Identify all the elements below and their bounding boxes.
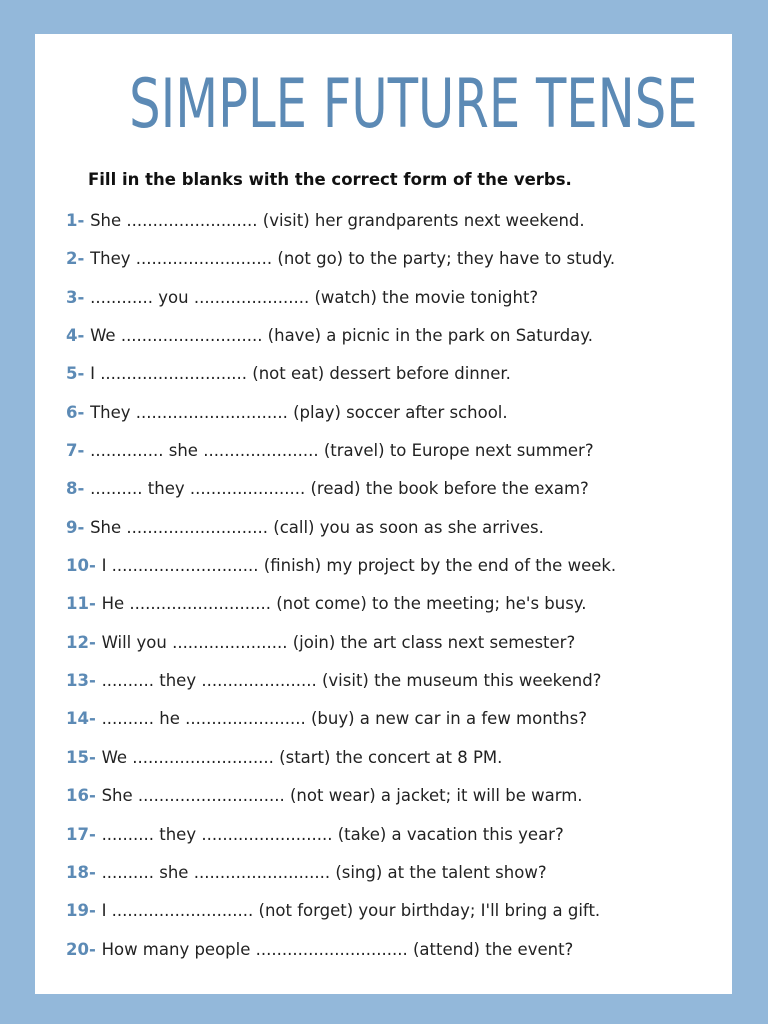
exercise-text: .......... they ...................... (read) the book before the exam? — [90, 479, 589, 499]
exercise-number: 15- — [66, 747, 102, 767]
exercise-text: She ........................... (call) you as soon as she arrives. — [90, 517, 544, 537]
exercise-number: 20- — [66, 939, 102, 959]
exercise-number: 8- — [66, 479, 91, 499]
exercise-text: They .......................... (not go) to the party; they have to study. — [90, 249, 616, 269]
exercise-text: They ............................. (play) soccer after school. — [90, 402, 508, 422]
exercise-text: How many people ............................. (attend) the event? — [101, 939, 574, 959]
exercise-number: 11- — [66, 594, 102, 614]
exercise-number: 3- — [66, 287, 91, 307]
exercise-item — [66, 436, 616, 474]
exercise-text: We ........................... (have) a picnic in the park on Saturday. — [90, 326, 593, 346]
exercise-item — [66, 666, 616, 704]
exercise-item — [66, 283, 616, 321]
exercise-item — [66, 781, 616, 819]
exercise-number: 1- — [66, 211, 91, 230]
exercise-item — [66, 321, 616, 359]
exercise-item — [66, 359, 616, 397]
exercise-item — [66, 244, 616, 282]
exercise-item — [66, 628, 616, 666]
exercise-text: We ........................... (start) the concert at 8 PM. — [101, 747, 503, 767]
exercise-text: .............. she ...................... (travel) to Europe next summer? — [90, 441, 594, 461]
exercise-text: I ........................... (not forget) your birthday; I'll bring a gift. — [101, 901, 601, 921]
exercise-item — [66, 589, 616, 627]
exercise-number: 9- — [66, 517, 91, 537]
exercise-item — [66, 704, 616, 742]
exercise-item — [66, 858, 616, 896]
exercise-item — [66, 206, 616, 244]
exercise-text: .......... she .......................... (sing) at the talent show? — [101, 862, 547, 882]
exercise-number: 5- — [66, 364, 91, 384]
exercise-text: Will you ...................... (join) the art class next semester? — [101, 632, 576, 652]
exercise-item — [66, 398, 616, 436]
exercise-text: He ........................... (not come) to the meeting; he's busy. — [101, 594, 587, 614]
exercise-number: 7- — [66, 441, 91, 461]
instructions: Fill in the blanks with the correct form of the verbs. — [88, 170, 572, 189]
exercise-number: 16- — [66, 786, 102, 806]
exercise-number: 4- — [66, 326, 91, 346]
exercise-text: She ............................ (not wear) a jacket; it will be warm. — [101, 786, 583, 806]
exercise-item — [66, 896, 616, 934]
exercise-number: 13- — [66, 671, 102, 691]
worksheet-page — [35, 34, 732, 994]
exercise-text: .......... they ......................... (take) a vacation this year? — [101, 824, 564, 844]
page-title: SIMPLE FUTURE TENSE — [129, 65, 698, 144]
exercise-number: 17- — [66, 824, 102, 844]
exercise-number: 2- — [66, 249, 91, 269]
exercise-text: ............ you ...................... (watch) the movie tonight? — [90, 287, 539, 307]
exercise-number: 18- — [66, 862, 102, 882]
exercise-text: I ............................ (not eat) dessert before dinner. — [90, 364, 511, 384]
exercise-text: She ......................... (visit) her grandparents next weekend. — [90, 211, 585, 230]
exercise-text: I ............................ (finish) my project by the end of the week. — [101, 556, 617, 576]
exercise-text: .......... they ...................... (visit) the museum this weekend? — [101, 671, 602, 691]
exercise-text: .......... he ....................... (buy) a new car in a few months? — [101, 709, 587, 729]
exercise-number: 10- — [66, 556, 102, 576]
exercise-item — [66, 551, 616, 589]
exercise-item — [66, 513, 616, 551]
exercise-number: 14- — [66, 709, 102, 729]
exercise-number: 12- — [66, 632, 102, 652]
exercise-list — [66, 206, 616, 973]
exercise-number: 6- — [66, 402, 91, 422]
exercise-item — [66, 743, 616, 781]
exercise-item — [66, 474, 616, 512]
exercise-item — [66, 820, 616, 858]
exercise-item — [66, 935, 616, 973]
exercise-number: 19- — [66, 901, 102, 921]
